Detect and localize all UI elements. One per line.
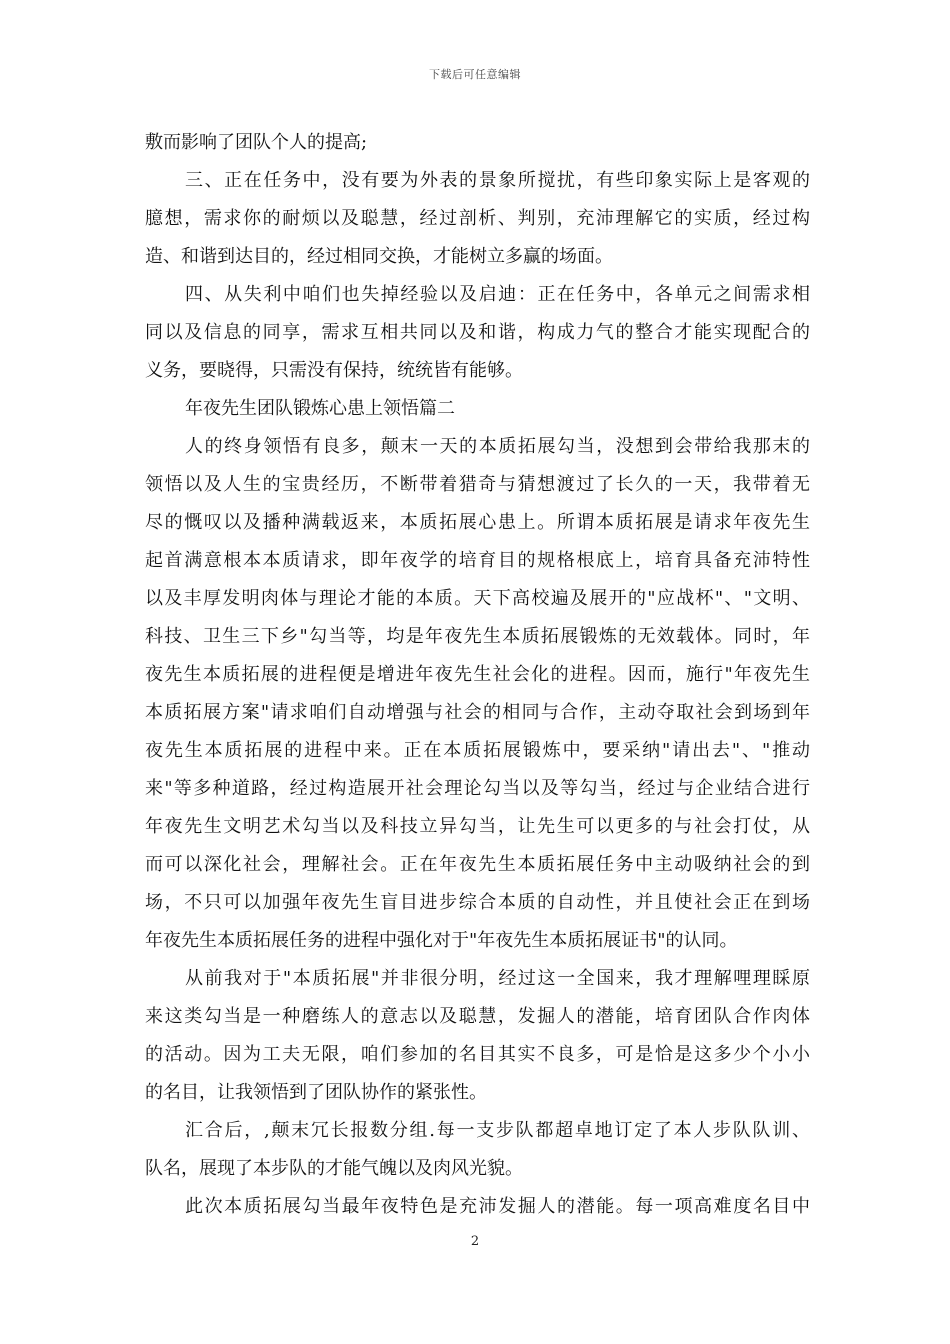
text-line: 场，不只可以加强年夜先生盲目进步综合本质的自动性，并且使社会正在到场 [145, 892, 810, 913]
text-line: 造、和谐到达目的，经过相同交换，才能树立多赢的场面。 [145, 246, 613, 267]
text-line: 领悟以及人生的宝贵经历，不断带着猎奇与猜想渡过了长久的一天，我带着无 [145, 474, 810, 495]
text-line: 本质拓展方案"请求咱们自动增强与社会的相同与合作，主动夺取社会到场到年 [145, 702, 810, 723]
text-line: 义务，要晓得，只需没有保持，统统皆有能够。 [145, 360, 523, 381]
text-line: 队名，展现了本步队的才能气魄以及肉风光貌。 [145, 1158, 523, 1179]
text-line: 的活动。因为工夫无限，咱们参加的名目其实不良多，可是恰是这多少个小小 [145, 1044, 810, 1065]
text-line: 此次本质拓展勾当最年夜特色是充沛发掘人的潜能。每一项高难度名目中 [185, 1196, 810, 1217]
text-line: 以及丰厚发明肉体与理论才能的本质。天下高校遍及展开的"应战杯"、"文明、 [145, 588, 810, 609]
page-number: 2 [470, 1234, 480, 1249]
text-line: 起首满意根本本质请求，即年夜学的培育目的规格根底上，培育具备充沛特性 [145, 550, 810, 571]
text-line: 年夜先生文明艺术勾当以及科技立异勾当，让先生可以更多的与社会打仗，从 [145, 816, 810, 837]
text-line: 四、从失利中咱们也失掉经验以及启迪：正在任务中，各单元之间需求相 [185, 284, 810, 305]
text-line: 同以及信息的同享，需求互相共同以及和谐，构成力气的整合才能实现配合的 [145, 322, 810, 343]
text-line: 敷而影响了团队个人的提高; [145, 132, 368, 153]
text-line: 年夜先生团队锻炼心患上领悟篇二 [185, 398, 455, 419]
text-line: 人的终身领悟有良多，颠末一天的本质拓展勾当，没想到会带给我那末的 [185, 436, 810, 457]
text-line: 尽的慨叹以及播种满载返来，本质拓展心患上。所谓本质拓展是请求年夜先生 [145, 512, 810, 533]
text-line: 夜先生本质拓展的进程便是增进年夜先生社会化的进程。因而，施行"年夜先生 [145, 664, 810, 685]
text-line: 从前我对于"本质拓展"并非很分明，经过这一全国来，我才理解哩理睬原 [185, 968, 810, 989]
text-line: 年夜先生本质拓展任务的进程中强化对于"年夜先生本质拓展证书"的认同。 [145, 930, 738, 951]
text-line: 三、正在任务中，没有要为外表的景象所搅扰，有些印象实际上是客观的 [185, 170, 810, 191]
text-line: 科技、卫生三下乡"勾当等，均是年夜先生本质拓展锻炼的无效载体。同时，年 [145, 626, 810, 647]
document-body [145, 124, 810, 1226]
page-header: 下载后可任意编辑 [429, 68, 521, 81]
text-line: 臆想，需求你的耐烦以及聪慧，经过剖析、判别，充沛理解它的实质，经过构 [145, 208, 810, 229]
text-line: 汇合后，,颠末冗长报数分组.每一支步队都超卓地订定了本人步队队训、 [185, 1120, 810, 1141]
text-line: 而可以深化社会，理解社会。正在年夜先生本质拓展任务中主动吸纳社会的到 [145, 854, 810, 875]
text-line: 来这类勾当是一种磨练人的意志以及聪慧，发掘人的潜能，培育团队合作肉体 [145, 1006, 810, 1027]
text-line: 夜先生本质拓展的进程中来。正在本质拓展锻炼中，要采纳"请出去"、"推动 [145, 740, 810, 761]
text-line: 来"等多种道路，经过构造展开社会理论勾当以及等勾当，经过与企业结合进行 [145, 778, 810, 799]
text-line: 的名目，让我领悟到了团队协作的紧张性。 [145, 1082, 487, 1103]
